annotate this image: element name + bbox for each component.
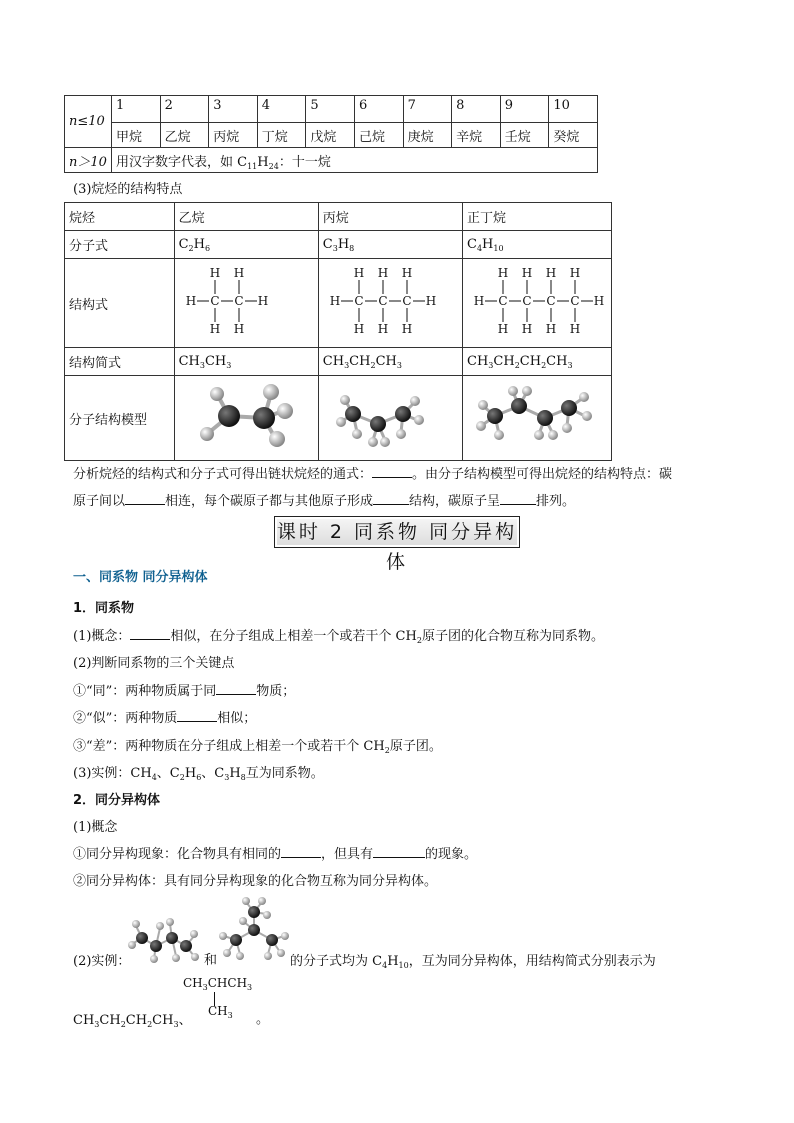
- n-butane-condensed: $CH_3CH_2CH_2CH_3$、: [73, 1013, 192, 1029]
- carbon-atom: C: [233, 294, 244, 308]
- compound-butane: 正丁烷: [463, 203, 612, 231]
- isomers-definition-2: ②同分异构体：具有同分异构现象的化合物互称为同分异构体。: [73, 874, 438, 889]
- row-label-condensed: 结构简式: [65, 348, 175, 376]
- compound-ethane: 乙烷: [174, 203, 318, 231]
- hydrogen-atom: H: [209, 266, 220, 280]
- butane-ball-model: [467, 376, 607, 456]
- carbon-number: 1: [112, 96, 161, 123]
- carbon-number: 6: [354, 96, 403, 123]
- homologs-title: 1．同系物: [73, 601, 135, 616]
- hydrogen-atom: H: [497, 266, 509, 280]
- hydrogen-atom: H: [425, 294, 437, 308]
- carbon-number: 7: [403, 96, 452, 123]
- structural-formula-ethane: [174, 259, 318, 348]
- alkane-name: 壬烷: [500, 123, 549, 148]
- hydrogen-atom: H: [401, 322, 413, 336]
- and-word: 和: [204, 953, 218, 968]
- model-ethane: [174, 376, 318, 461]
- hydrogen-atom: H: [233, 266, 244, 280]
- end-period: 。: [256, 1012, 270, 1027]
- section-heading: 一、同系物 同分异构体: [73, 570, 208, 585]
- analysis-line-1: 分析烷烃的结构式和分子式可得出链状烷烃的通式： 。由分子结构模型可得出烷烃的结构特点：碳: [73, 467, 673, 482]
- alkane-name: 丙烷: [209, 123, 258, 148]
- carbon-number: 8: [452, 96, 501, 123]
- answer-blank[interactable]: [216, 682, 256, 695]
- row-label-structural: 结构式: [65, 259, 175, 348]
- alkane-structure-table: [64, 202, 612, 461]
- isomers-definition-1: ①同分异构现象：化合物具有相同的 ，但具有 的现象。: [73, 847, 478, 862]
- hydrogen-atom: H: [353, 322, 365, 336]
- alkane-name: 丁烷: [257, 123, 306, 148]
- homologs-keypoint-3: ③“差”：两种物质在分子组成上相差一个或若干个 $CH_2$原子团。: [73, 739, 442, 755]
- isobutane-model: [218, 896, 290, 966]
- formula-propane: $C_3H_8$: [318, 231, 462, 259]
- answer-blank[interactable]: [372, 465, 412, 478]
- heading-structure-features: (3)烷烃的结构特点: [73, 182, 183, 197]
- hydrogen-atom: H: [545, 266, 557, 280]
- carbon-number: 3: [209, 96, 258, 123]
- alkane-name: 戊烷: [306, 123, 355, 148]
- carbon-number: 2: [160, 96, 209, 123]
- answer-blank[interactable]: [130, 627, 170, 640]
- answer-blank[interactable]: [500, 492, 536, 505]
- hydrogen-atom: H: [377, 266, 389, 280]
- hydrogen-atom: H: [569, 322, 581, 336]
- carbon-atom: C: [522, 294, 532, 308]
- alkane-name: 己烷: [354, 123, 403, 148]
- hydrogen-atom: H: [569, 266, 581, 280]
- propane-ball-model: [323, 376, 453, 456]
- structural-formula-propane: [318, 259, 462, 348]
- formula-ethane: $C_2H_6$: [174, 231, 318, 259]
- carbon-number: 5: [306, 96, 355, 123]
- hydrogen-atom: H: [353, 266, 365, 280]
- answer-blank[interactable]: [125, 492, 165, 505]
- carbon-number: 10: [549, 96, 598, 123]
- alkane-name: 乙烷: [160, 123, 209, 148]
- branched-formula-bottom: $CH_3$: [208, 1004, 233, 1020]
- hydrogen-atom: H: [401, 266, 413, 280]
- carbon-atom: C: [546, 294, 556, 308]
- carbon-atom: C: [209, 294, 220, 308]
- alkane-naming-table: [64, 95, 598, 173]
- answer-blank[interactable]: [373, 492, 409, 505]
- homologs-example: (3)实例：$CH_4$、$C_2H_6$、$C_3H_8$互为同系物。: [73, 766, 324, 782]
- condensed-ethane: $CH_3CH_3$: [174, 348, 318, 376]
- carbon-atom: C: [402, 294, 412, 308]
- condensed-butane: $CH_3CH_2CH_2CH_3$: [463, 348, 612, 376]
- compound-propane: 丙烷: [318, 203, 462, 231]
- carbon-atom: C: [378, 294, 388, 308]
- hydrogen-atom: H: [473, 294, 485, 308]
- hydrogen-atom: H: [377, 322, 389, 336]
- hydrogen-atom: H: [233, 322, 244, 336]
- hydrogen-atom: H: [257, 294, 268, 308]
- formula-butane: $C_4H_{10}$: [463, 231, 612, 259]
- structural-formula-butane: [463, 259, 612, 348]
- isomers-title: 2．同分异构体: [73, 793, 161, 808]
- alkane-name: 甲烷: [112, 123, 161, 148]
- carbon-number: 4: [257, 96, 306, 123]
- hydrogen-atom: H: [545, 322, 557, 336]
- homologs-keypoint-1: ①“同”：两种物质属于同 物质；: [73, 684, 296, 699]
- hydrogen-atom: H: [185, 294, 196, 308]
- n-butane-model: [128, 912, 200, 966]
- alkane-name: 癸烷: [549, 123, 598, 148]
- lesson-title: 课时 2 同系物 同分异构体: [274, 516, 520, 548]
- row-label-formula: 分子式: [65, 231, 175, 259]
- isomers-example-text: 的分子式均为 $C_4H_{10}$，互为同分异构体，用结构简式分别表示为: [290, 954, 656, 970]
- answer-blank[interactable]: [281, 845, 321, 858]
- n-le-10-header: n≤10: [65, 96, 112, 148]
- homologs-keypoints: (2)判断同系物的三个关键点: [73, 656, 235, 671]
- model-butane: [463, 376, 612, 461]
- n-gt-10-rule: 用汉字数字代表，如 $C_{11}H_{24}$：十一烷: [112, 148, 598, 173]
- ethane-ball-model: [179, 376, 309, 456]
- alkane-name: 庚烷: [403, 123, 452, 148]
- carbon-atom: C: [498, 294, 508, 308]
- isomers-example-label: (2)实例：: [73, 954, 131, 969]
- isomers-concept: (1)概念: [73, 820, 118, 835]
- carbon-number: 9: [500, 96, 549, 123]
- carbon-atom: C: [354, 294, 364, 308]
- hydrogen-atom: H: [521, 266, 533, 280]
- row-label-model: 分子结构模型: [65, 376, 175, 461]
- model-propane: [318, 376, 462, 461]
- alkane-name: 辛烷: [452, 123, 501, 148]
- homologs-concept: (1)概念： 相似，在分子组成上相差一个或若干个 $CH_2$原子团的化合物互称为同系物。: [73, 629, 604, 645]
- n-gt-10-header: n＞10: [65, 148, 112, 173]
- hydrogen-atom: H: [497, 322, 509, 336]
- answer-blank[interactable]: [373, 845, 425, 858]
- hydrogen-atom: H: [593, 294, 605, 308]
- condensed-propane: $CH_3CH_2CH_3$: [318, 348, 462, 376]
- analysis-line-2: 原子间以 相连，每个碳原子都与其他原子形成 结构，碳原子呈 排列。: [73, 494, 576, 509]
- hydrogen-atom: H: [209, 322, 220, 336]
- answer-blank[interactable]: [177, 709, 217, 722]
- homologs-keypoint-2: ②“似”：两种物质 相似；: [73, 711, 257, 726]
- hydrogen-atom: H: [521, 322, 533, 336]
- carbon-atom: C: [570, 294, 580, 308]
- col-header-alkane: 烷烃: [65, 203, 175, 231]
- hydrogen-atom: H: [329, 294, 341, 308]
- branched-formula-top: $CH_3CHCH_3$: [183, 976, 253, 992]
